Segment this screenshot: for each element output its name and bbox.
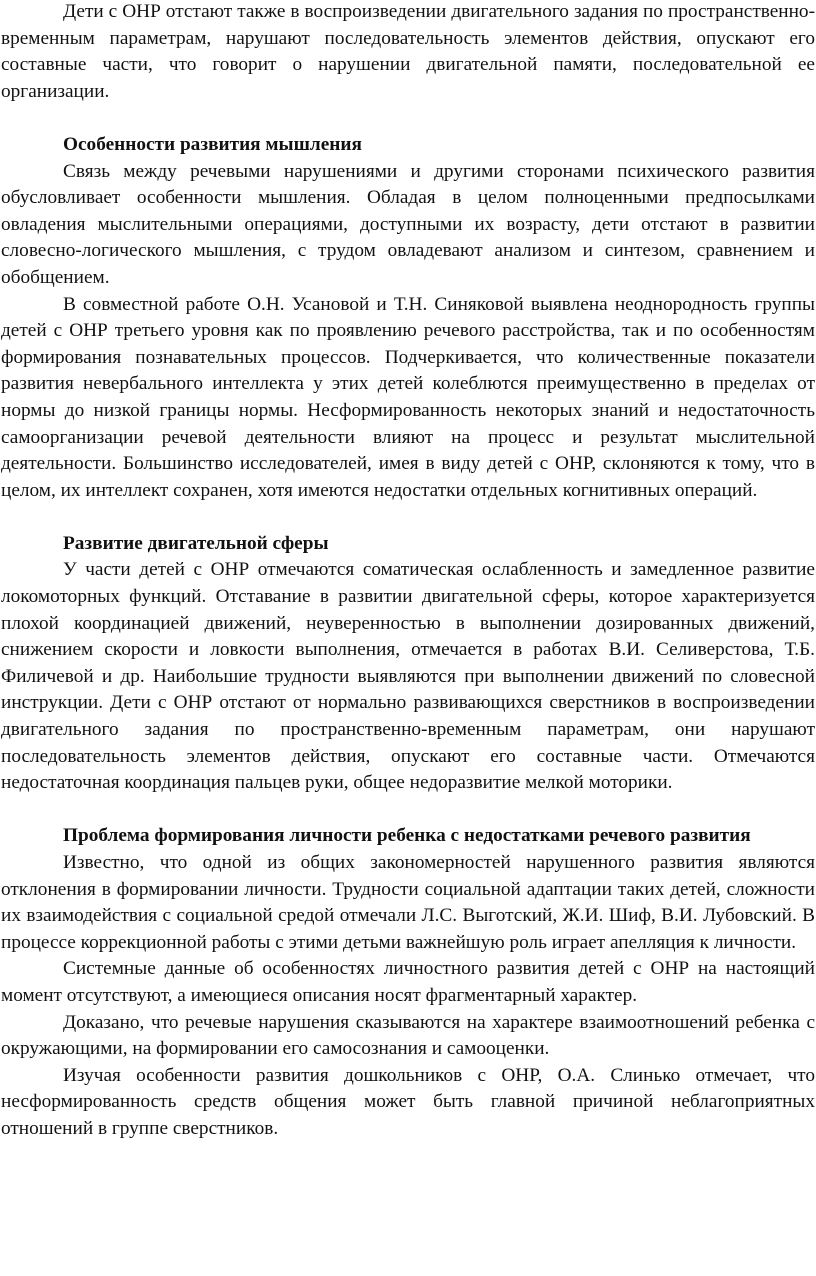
document-page [1,0,815,1143]
motor-paragraph-1: У части детей с ОНР отмечаются соматическая ослабленность и замедленное развитие локомоторных функций. Отставание в развитии двигательной сферы, которое характеризуется плохой координацией движений, неуверенностью в выполнении дозированных движений, снижением скорости и ловкости выполнения, отмечается в работах В.И. Селиверстова, Т.Б. Филичевой и др. Наибольшие трудности выявляются при выполнении движений по словесной инструкции. Дети с ОНР отстают от нормально развивающихся сверстников в воспроизведении двигательного задания по пространственно-временным параметрам, они нарушают последовательность элементов действия, опускают его составные части. Отмечаются недостаточная координация пальцев руки, общее недоразвитие мелкой моторики. [1,559,815,794]
intro-paragraph: Дети с ОНР отстают также в воспроизведении двигательного задания по пространственно-временным параметрам, нарушают последовательность элементов действия, опускают его составные части, что говорит о нарушении двигательной памяти, последовательной ее организации. [1,1,815,102]
thinking-paragraph-2: В совместной работе О.Н. Усановой и Т.Н. Синяковой выявлена неоднородность группы детей с ОНР третьего уровня как по проявлению речевого расстройства, так и по особенностям формирования познавательных процессов. Подчеркивается, что количественные показатели развития невербального интеллекта у этих детей колеблются преимущественно в пределах от нормы до низкой границы нормы. Несформированность некоторых знаний и недостаточность самоорганизации речевой деятельности влияют на процесс и результат мыслительной деятельности. Большинство исследователей, имея в виду детей с ОНР, склоняются к тому, что в целом, их интеллект сохранен, хотя имеются недостатки отдельных когнитивных операций. [1,293,815,501]
paragraph-gap [1,105,815,132]
motor-heading: Развитие двигательной сферы [63,532,329,554]
paragraph-gap [1,797,815,824]
personality-paragraph-4: Изучая особенности развития дошкольников с ОНР, О.А. Слинько отмечает, что несформированность средств общения может быть главной причиной неблагоприятных отношений в группе сверстников. [1,1064,815,1139]
thinking-paragraph-1: Связь между речевыми нарушениями и другими сторонами психического развития обусловливает особенности мышления. Обладая в целом полноценными предпосылками овладения мыслительными операциями, доступными их возрасту, дети отстают в развитии словесно-логического мышления, с трудом овладевают анализом и синтезом, сравнением и обобщением. [1,160,815,288]
personality-paragraph-3: Доказано, что речевые нарушения сказываются на характере взаимоотношений ребенка с окружающими, на формировании его самосознания и самооценки. [1,1011,815,1060]
personality-paragraph-2: Системные данные об особенностях личностного развития детей с ОНР на настоящий момент отсутствуют, а имеющиеся описания носят фрагментарный характер. [1,958,815,1006]
personality-heading: Проблема формирования личности ребенка с недостатками речевого развития [63,825,751,847]
thinking-heading: Особенности развития мышления [63,133,362,155]
personality-paragraph-1: Известно, что одной из общих закономерностей нарушенного развития являются отклонения в формировании личности. Трудности социальной адаптации таких детей, сложности их взаимодействия с социальной средой отмечали Л.С. Выготский, Ж.И. Шиф, В.И. Лубовский. В процессе коррекционной работы с этими детьми важнейшую роль играет апелляция к личности. [1,852,815,953]
paragraph-gap [1,504,815,531]
thinking-section [1,132,815,504]
personality-section [1,823,815,1142]
motor-section [1,531,815,797]
